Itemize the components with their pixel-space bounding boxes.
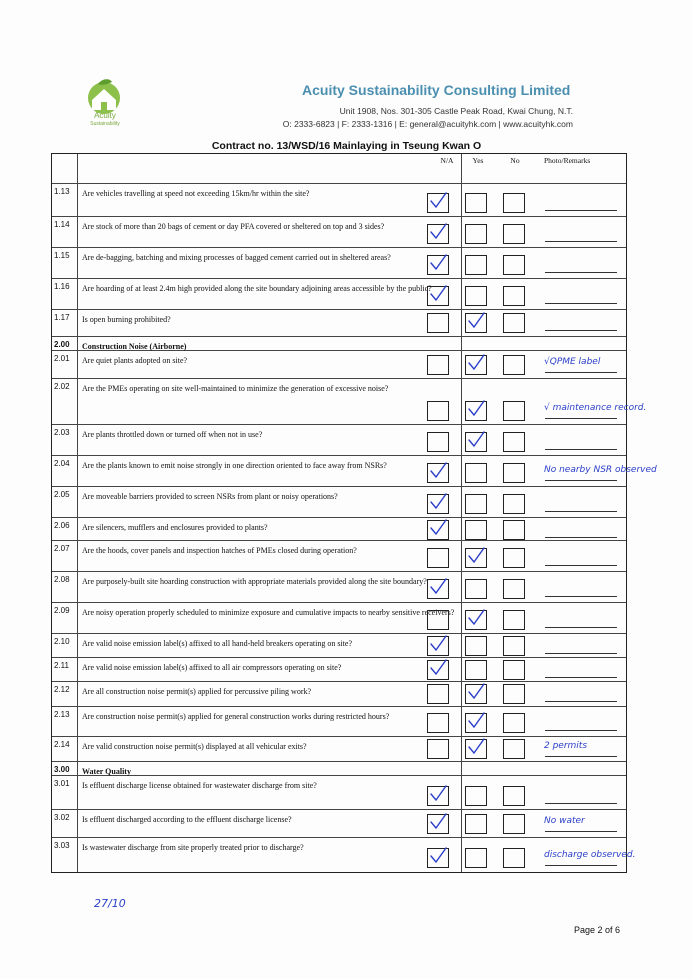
item-question: Is wastewater discharge from site properly treated prior to discharge?: [82, 843, 304, 852]
checklist-row: [52, 634, 626, 658]
remarks-line: [545, 272, 617, 273]
checklist-row: [52, 310, 626, 337]
item-number: 1.13: [52, 184, 78, 216]
checklist-row: [52, 737, 626, 762]
na-checkbox[interactable]: [427, 355, 449, 375]
remarks-line: [545, 627, 617, 628]
item-number: 3.03: [52, 838, 78, 872]
checklist-row: [52, 603, 626, 634]
check-mark-icon: [427, 846, 449, 866]
check-mark-icon: [427, 222, 449, 242]
na-checkbox[interactable]: [427, 494, 449, 514]
item-number: 2.00: [52, 337, 78, 350]
header-no: No: [510, 156, 520, 165]
item-question: Is open burning prohibited?: [82, 315, 171, 324]
item-number: 2.05: [52, 487, 78, 517]
no-checkbox[interactable]: [503, 432, 525, 452]
yes-checkbox[interactable]: [465, 548, 487, 568]
check-mark-icon: [465, 737, 487, 757]
checklist-row: [52, 351, 626, 379]
no-checkbox[interactable]: [503, 814, 525, 834]
logo-subtext: Sustainability: [90, 121, 120, 127]
remarks-line: [545, 480, 617, 481]
check-mark-icon: [427, 461, 449, 481]
remarks-line: [545, 330, 617, 331]
check-mark-icon: [427, 577, 449, 597]
no-checkbox[interactable]: [503, 313, 525, 333]
remarks-line: [545, 449, 617, 450]
checklist-table: [51, 153, 657, 873]
checklist-row: [52, 456, 657, 487]
item-question: Are construction noise permit(s) applied for general construction works during restricted hours?: [82, 712, 390, 721]
yes-checkbox[interactable]: [465, 713, 487, 733]
company-contact: O: 2333-6823 | F: 2333-1316 | E: general@acuityhk.com | www.acuityhk.com: [282, 119, 573, 129]
na-checkbox[interactable]: [427, 463, 449, 483]
item-question: Is effluent discharge license obtained for wastewater discharge from site?: [82, 781, 317, 790]
yes-checkbox[interactable]: [465, 636, 487, 656]
checklist-row: [52, 279, 626, 310]
no-checkbox[interactable]: [503, 713, 525, 733]
item-number: 2.09: [52, 603, 78, 633]
checklist-row: [52, 838, 636, 872]
check-mark-icon: [465, 546, 487, 566]
item-question: Are the hoods, cover panels and inspection hatches of PMEs closed during operation?: [82, 546, 357, 555]
checklist-row: [52, 776, 626, 810]
yes-checkbox[interactable]: [465, 355, 487, 375]
item-number: 1.15: [52, 248, 78, 278]
remarks-line: [545, 831, 617, 832]
remarks-line: [545, 565, 617, 566]
header-yes: Yes: [472, 156, 484, 165]
yes-checkbox[interactable]: [465, 610, 487, 630]
no-checkbox[interactable]: [503, 579, 525, 599]
remarks-line: [545, 756, 617, 757]
na-checkbox[interactable]: [427, 684, 449, 704]
item-question: Is effluent discharged according to the effluent discharge license?: [82, 815, 292, 824]
yes-checkbox[interactable]: [465, 660, 487, 680]
na-checkbox[interactable]: [427, 224, 449, 244]
item-question: Are all construction noise permit(s) applied for percussive piling work?: [82, 687, 312, 696]
yes-checkbox[interactable]: [465, 313, 487, 333]
item-number: 2.10: [52, 634, 78, 657]
yes-checkbox[interactable]: [465, 848, 487, 868]
na-checkbox[interactable]: [427, 313, 449, 333]
item-question: Are valid noise emission label(s) affixed to all air compressors operating on site?: [82, 663, 342, 672]
item-number: 2.13: [52, 707, 78, 736]
item-number: 2.02: [52, 379, 78, 424]
na-checkbox[interactable]: [427, 286, 449, 306]
checklist-row: [52, 184, 626, 217]
remarks-line: [545, 730, 617, 731]
na-checkbox[interactable]: [427, 579, 449, 599]
checklist-row: [52, 572, 626, 603]
yes-checkbox[interactable]: [465, 494, 487, 514]
yes-checkbox[interactable]: [465, 432, 487, 452]
item-question: Are vehicles travelling at speed not exceeding 15km/hr within the site?: [82, 189, 310, 198]
no-checkbox[interactable]: [503, 786, 525, 806]
yes-checkbox[interactable]: [465, 684, 487, 704]
yes-checkbox[interactable]: [465, 193, 487, 213]
item-question: Are plants throttled down or turned off when not in use?: [82, 430, 263, 439]
company-address: Unit 1908, Nos. 301-305 Castle Peak Road, Kwai Chung, N.T.: [339, 106, 573, 116]
yes-checkbox[interactable]: [465, 814, 487, 834]
checklist-row: [52, 810, 626, 838]
table-header-row: [52, 154, 626, 184]
checklist-row: [52, 658, 626, 682]
page-number: Page 2 of 6: [573, 925, 620, 935]
remarks-line: [545, 596, 617, 597]
check-mark-icon: [465, 311, 487, 331]
no-checkbox[interactable]: [503, 660, 525, 680]
no-checkbox[interactable]: [503, 848, 525, 868]
handwritten-date-note: 27/10: [94, 897, 126, 910]
yes-checkbox[interactable]: [465, 520, 487, 540]
item-number: 2.07: [52, 541, 78, 571]
na-checkbox[interactable]: [427, 713, 449, 733]
no-checkbox[interactable]: [503, 520, 525, 540]
item-number: 1.17: [52, 310, 78, 336]
na-checkbox[interactable]: [427, 520, 449, 540]
na-checkbox[interactable]: [427, 255, 449, 275]
handwritten-remark: 2 permits: [544, 741, 588, 751]
item-question: Are stock of more than 20 bags of cement or day PFA covered or sheltered on top and 3 sides?: [82, 222, 385, 231]
check-mark-icon: [465, 399, 487, 419]
na-checkbox[interactable]: [427, 401, 449, 421]
check-mark-icon: [465, 353, 487, 373]
check-mark-icon: [427, 492, 449, 512]
na-checkbox[interactable]: [427, 786, 449, 806]
yes-checkbox[interactable]: [465, 224, 487, 244]
checklist-row: [52, 248, 626, 279]
item-number: 1.16: [52, 279, 78, 309]
yes-checkbox[interactable]: [465, 401, 487, 421]
checklist-row: [52, 425, 626, 456]
remarks-line: [545, 303, 617, 304]
no-checkbox[interactable]: [503, 636, 525, 656]
company-name: Acuity Sustainability Consulting Limited: [302, 82, 571, 98]
yes-checkbox[interactable]: [465, 463, 487, 483]
no-checkbox[interactable]: [503, 494, 525, 514]
remarks-line: [545, 372, 617, 373]
check-mark-icon: [427, 812, 449, 832]
na-checkbox[interactable]: [427, 739, 449, 759]
check-mark-icon: [427, 784, 449, 804]
remarks-line: [545, 241, 617, 242]
yes-checkbox[interactable]: [465, 739, 487, 759]
item-number: 3.00: [52, 762, 78, 775]
item-number: 2.12: [52, 682, 78, 706]
remarks-line: [545, 677, 617, 678]
item-number: 2.14: [52, 737, 78, 761]
check-mark-icon: [427, 191, 449, 211]
checklist-row: [52, 379, 647, 425]
item-question: Are hoarding of at least 2.4m high provided along the site boundary adjoining areas accessible by the public?: [82, 284, 432, 293]
remarks-line: [545, 537, 617, 538]
checklist-row: [52, 541, 626, 572]
section-header-row: [52, 762, 626, 776]
checklist-row: [52, 518, 626, 541]
na-checkbox[interactable]: [427, 636, 449, 656]
check-mark-icon: [465, 682, 487, 702]
check-mark-icon: [427, 634, 449, 654]
item-question: Are valid construction noise permit(s) displayed at all vehicular exits?: [82, 742, 307, 751]
remarks-line: [545, 653, 617, 654]
remarks-line: [545, 701, 617, 702]
remarks-line: [545, 511, 617, 512]
yes-checkbox[interactable]: [465, 786, 487, 806]
no-checkbox[interactable]: [503, 255, 525, 275]
check-mark-icon: [427, 518, 449, 538]
item-number: 2.03: [52, 425, 78, 455]
no-checkbox[interactable]: [503, 739, 525, 759]
na-checkbox[interactable]: [427, 432, 449, 452]
handwritten-remark: No nearby NSR observed: [544, 465, 657, 475]
no-checkbox[interactable]: [503, 193, 525, 213]
handwritten-remark: √QPME label: [544, 357, 601, 367]
check-mark-icon: [427, 658, 449, 678]
section-title: Water Quality: [82, 767, 131, 776]
check-mark-icon: [465, 711, 487, 731]
item-number: 2.08: [52, 572, 78, 602]
item-question: Are purposely-built site hoarding construction with appropriate materials provided along the site boundary?: [82, 577, 427, 586]
no-checkbox[interactable]: [503, 224, 525, 244]
no-checkbox[interactable]: [503, 355, 525, 375]
item-question: Are moveable barriers provided to screen NSRs from plant or noisy operations?: [82, 492, 338, 501]
checklist-row: [52, 217, 626, 248]
check-mark-icon: [427, 284, 449, 304]
item-number: 1.14: [52, 217, 78, 247]
item-number: 2.01: [52, 351, 78, 378]
check-mark-icon: [465, 430, 487, 450]
na-checkbox[interactable]: [427, 660, 449, 680]
logo-word: Acuity: [94, 111, 116, 120]
no-checkbox[interactable]: [503, 286, 525, 306]
no-checkbox[interactable]: [503, 610, 525, 630]
item-number: 2.04: [52, 456, 78, 486]
na-checkbox[interactable]: [427, 610, 449, 630]
section-header-row: [52, 337, 626, 351]
item-question: Are noisy operation properly scheduled to minimize exposure and cumulative impacts to nearby sensitive receivers?: [82, 608, 455, 617]
no-checkbox[interactable]: [503, 548, 525, 568]
item-question: Are de-bagging, batching and mixing processes of bagged cement carried out in sheltered areas?: [82, 253, 391, 262]
item-number: 2.11: [52, 658, 78, 681]
item-number: 2.06: [52, 518, 78, 540]
handwritten-remark: √ maintenance record.: [544, 403, 647, 413]
handwritten-remark: No water: [544, 816, 585, 826]
na-checkbox[interactable]: [427, 848, 449, 868]
na-checkbox[interactable]: [427, 193, 449, 213]
no-checkbox[interactable]: [503, 463, 525, 483]
header-na: N/A: [440, 156, 454, 165]
yes-checkbox[interactable]: [465, 286, 487, 306]
no-checkbox[interactable]: [503, 684, 525, 704]
checklist-row: [52, 682, 626, 707]
item-number: 3.01: [52, 776, 78, 809]
item-question: Are valid noise emission label(s) affixed to all hand-held breakers operating on site?: [82, 639, 352, 648]
header-remarks: Photo/Remarks: [544, 156, 591, 165]
remarks-line: [545, 418, 617, 419]
header-num-cell: [52, 154, 78, 183]
contract-title: Contract no. 13/WSD/16 Mainlaying in Tseung Kwan O: [211, 140, 482, 152]
item-question: Are quiet plants adopted on site?: [82, 356, 188, 365]
handwritten-remark: discharge observed.: [544, 850, 636, 860]
checklist-row: [52, 707, 626, 737]
no-checkbox[interactable]: [503, 401, 525, 421]
item-question: Are silencers, mufflers and enclosures provided to plants?: [82, 523, 268, 532]
checklist-row: [52, 487, 626, 518]
item-question: Are the PMEs operating on site well-maintained to minimize the generation of excessive noise?: [82, 384, 389, 393]
item-number: 3.02: [52, 810, 78, 837]
item-question: Are the plants known to emit noise strongly in one direction oriented to face away from NSRs?: [82, 461, 387, 470]
remarks-line: [545, 803, 617, 804]
yes-checkbox[interactable]: [465, 579, 487, 599]
na-checkbox[interactable]: [427, 548, 449, 568]
check-mark-icon: [427, 253, 449, 273]
remarks-line: [545, 865, 617, 866]
yes-checkbox[interactable]: [465, 255, 487, 275]
section-title: Construction Noise (Airborne): [82, 342, 187, 351]
na-checkbox[interactable]: [427, 814, 449, 834]
remarks-line: [545, 210, 617, 211]
check-mark-icon: [465, 608, 487, 628]
